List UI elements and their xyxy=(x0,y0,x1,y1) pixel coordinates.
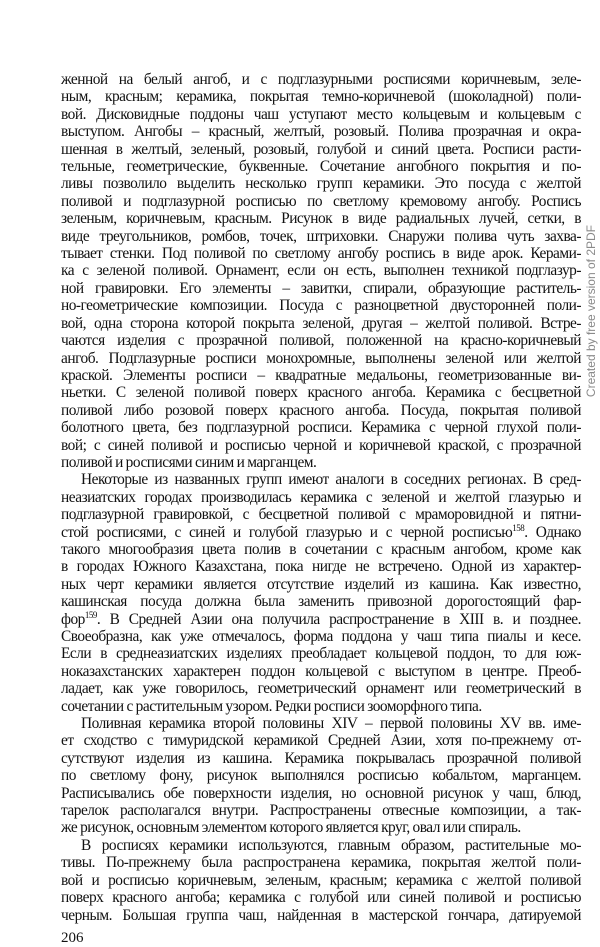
text-line: поверх красного ангоба; керамика с голубой или синей поливой и росписью xyxy=(61,889,581,907)
text-line: В росписях керамики используются, главным образом, растительные мо- xyxy=(81,836,581,854)
text-line: ных черт керамики является отсутствие изделий из кашина. Как известно, xyxy=(61,575,581,593)
text-line: кашинская посуда должна была заменить привозной дорогостоящий фар- xyxy=(61,593,581,611)
watermark: Created by free version of 2PDF xyxy=(584,225,598,398)
text-line: женной на белый ангоб, и с подглазурными росписями коричневым, зеле- xyxy=(61,71,581,88)
paragraph xyxy=(61,715,581,837)
text-line: сочетании с растительным узором. Редки росписи зооморфного типа. xyxy=(61,697,482,715)
text-line: поливой либо розовой поверх красного ангоба. Посуда, покрытая поливой xyxy=(61,401,581,419)
text-line: ной гравировки. Его элементы – завитки, спирали, образующие раститель- xyxy=(61,279,581,297)
text-line: тивы. По-прежнему была распространена керамика, покрытая желтой поли- xyxy=(61,854,581,872)
text-line: тельные, геометрические, буквенные. Сочетание ангобного покрытия и по- xyxy=(61,158,581,176)
page-number: 206 xyxy=(61,929,84,946)
text-line: шенная в желтый, зеленый, розовый, голубой и синий цвета. Росписи расти- xyxy=(61,140,581,158)
paragraph xyxy=(61,837,581,924)
text-line: сутствуют изделия из кашина. Керамика покрывалась прозрачной поливой xyxy=(61,749,581,767)
text-line: чаются изделия с прозрачной поливой, положенной на красно-коричневый xyxy=(61,332,581,350)
text-line: же рисунок, основным элементом которого является круг, овал или спираль. xyxy=(61,819,521,837)
text-line: подглазурной гравировкой, с бесцветной поливой с мраморовидной и пятни- xyxy=(61,506,581,524)
text-line: тывает стенки. Под поливой по светлому ангобу роспись в виде арок. Керами- xyxy=(61,245,581,263)
text-line: поливой и росписями синим и марганцем. xyxy=(61,453,317,471)
text-line: ка с зеленой поливой. Орнамент, если он есть, выполнен техникой подглазур- xyxy=(61,262,581,280)
text-line: Своеобразна, как уже отмечалось, форма поддона у чаш типа пиалы и кесе. xyxy=(61,628,581,645)
text-line: ладает, как уже говорилось, геометрический орнамент или геометрический в xyxy=(61,680,581,698)
text-line: тарелок располагался внутри. Распространены отвесные композиции, а так- xyxy=(61,802,581,820)
text-line: ным, красным; керамика, покрытая темно-коричневой (шоколадной) поли- xyxy=(61,88,581,106)
text-line: вой. Дисковидные поддоны чаш уступают место кольцевым и кольцевым с xyxy=(61,105,581,123)
footnote-ref: 158 xyxy=(512,522,525,533)
footnote-ref: 159 xyxy=(84,609,97,620)
text-line: стой росписями, с синей и голубой глазурью и с черной росписью$^{158}$. Однако xyxy=(61,522,581,541)
text-line: зеленым, коричневым, красным. Рисунок в виде радиальных лучей, сетки, в xyxy=(61,210,581,228)
text-line: но-геометрические композиции. Посуда с разноцветной двусторонней поли- xyxy=(61,297,581,315)
text-line: вой и росписью коричневым, зеленым, красным; керамика с желтой поливой xyxy=(61,871,581,889)
text-line: неазиатских городах производилась керамика с зеленой и желтой глазурью и xyxy=(61,488,581,506)
text-line: краской. Элементы росписи – квадратные медальоны, геометризованные ви- xyxy=(61,366,581,384)
text-line: Расписывались обе поверхности изделия, но основной рисунок у чаш, блюд, xyxy=(61,784,581,802)
text-line: ет сходство с тимуридской керамикой Средней Азии, хотя по-прежнему от- xyxy=(61,732,581,750)
text-line: ангоб. Подглазурные росписи монохромные, выполнены зеленой или желтой xyxy=(61,349,581,367)
text-line: выступом. Ангобы – красный, желтый, розовый. Полива прозрачная и окра- xyxy=(61,123,581,141)
text-line: Некоторые из названных групп имеют аналоги в соседних регионах. В сред- xyxy=(81,471,581,489)
text-line: болотного цвета, без подглазурной росписи. Керамика с черной глухой поли- xyxy=(61,419,581,437)
text-line: ноказахстанских характерен поддон кольцевой с выступом в центре. Преоб- xyxy=(61,662,581,680)
text-line: по светлому фону, рисунок выполнялся росписью кобальтом, марганцем. xyxy=(61,767,581,785)
text-line: поливой и подглазурной росписью по светлому кремовому ангобу. Роспись xyxy=(61,192,581,210)
text-line: ливы позволило выделить несколько групп керамики. Это посуда с желтой xyxy=(61,175,581,193)
text-line: такого многообразия цвета полив в сочетании с красным ангобом, кроме как xyxy=(61,540,581,558)
text-line: вой; с синей поливой и росписью черной и коричневой краской, с прозрачной xyxy=(61,436,581,454)
text-line: в городах Южного Казахстана, пока нигде не встречено. Одной из характер- xyxy=(61,558,581,576)
page-body-text xyxy=(61,71,581,924)
text-line: вой, одна сторона которой покрыта зеленой, другая – желтой поливой. Встре- xyxy=(61,314,581,332)
paragraph xyxy=(61,471,581,715)
paragraph xyxy=(61,71,581,471)
text-line: Если в среднеазиатских изделиях преобладает кольцевой поддон, то для юж- xyxy=(61,645,581,663)
text-line: виде треугольников, ромбов, точек, штриховки. Снаружи полива чуть захва- xyxy=(61,227,581,245)
text-line: черным. Большая группа чаш, найденная в мастерской гончара, датируемой xyxy=(61,906,581,924)
text-line: фор$^{159}$. В Средней Азии она получила распространение в XIII в. и позднее. xyxy=(61,609,581,628)
text-line: Поливная керамика второй половины XIV – первой половины XV вв. име- xyxy=(81,715,581,733)
text-line: ньетки. С зеленой поливой поверх красного ангоба. Керамика с бесцветной xyxy=(61,384,581,402)
page-content xyxy=(61,71,581,947)
